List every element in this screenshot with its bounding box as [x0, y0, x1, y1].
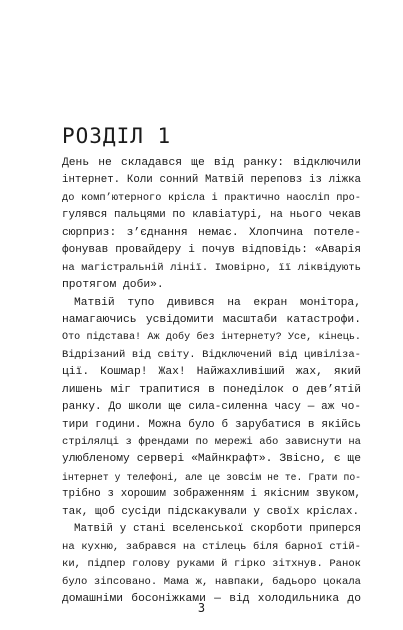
- text-line: трібно з хорошим зображенням і якісним звуком,: [62, 488, 361, 501]
- page-number: 3: [197, 601, 206, 615]
- text-line: лишень міг трапитися в понеділок о дев’ятій: [62, 383, 361, 396]
- text-line: Матвій у стані вселенської скорботи приперся: [74, 523, 361, 536]
- text-line: гулявся пальцями по клавіатурі, на нього чекав: [62, 209, 361, 222]
- text-line: Матвій тупо дивився на екран монітора,: [74, 296, 361, 309]
- text-line: сюрприз: з’єднання немає. Хлопчина потеле-: [62, 226, 361, 239]
- text-line: Ото підстава! Аж добу без інтернету? Усе, кінець.: [62, 332, 361, 344]
- text-line: ції. Кошмар! Жах! Найжахливіший жах, який: [62, 366, 361, 379]
- text-line: намагаючись усвідомити масштаби катастрофи.: [62, 313, 361, 326]
- text-line: ранку. До школи ще сила-силенна часу — аж чо-: [62, 401, 361, 414]
- text-line: Відрізаний від світу. Відключений від цивіліза-: [62, 348, 361, 361]
- text-line: так, щоб сусіди підскакували у своїх кріслах.: [62, 505, 360, 518]
- text-line: інтернет. Коли сонний Матвій переповз із ліжка: [62, 174, 361, 187]
- text-line: на кухню, забрався на стілець біля барної стій-: [62, 540, 361, 553]
- text-line: інтернет у телефоні, але це зовсім не те. Грати по-: [62, 471, 361, 483]
- chapter-title: РОЗДІЛ 1: [62, 124, 172, 148]
- text-line: ки, підпер голову руками й гірко зітхнув. Ранок: [62, 558, 361, 571]
- text-line: стрілялці з френдами по мережі або зависнути на: [62, 436, 361, 448]
- text-line: було зіпсовано. Мама ж, навпаки, бадьоро цокала: [62, 575, 361, 588]
- text-line: День не складався ще від ранку: відключили: [62, 157, 361, 169]
- text-line: тири години. Можна було б зарубатися в якійсь: [62, 418, 361, 431]
- text-line: на магістральній лінії. Імовірно, її ліквідують: [62, 261, 361, 274]
- text-line: до комп’ютерного крісла і практично наосліп про-: [62, 191, 361, 204]
- chapter-body-text: [62, 155, 361, 608]
- text-line: домашніми босоніжками — від холодильника до: [62, 592, 361, 605]
- text-line: протягом доби».: [62, 279, 164, 292]
- text-line: улюбленому сервері «Майнкрафт». Звісно, є ще: [62, 453, 361, 466]
- text-line: фонував провайдеру і почув відповідь: «Аварія: [62, 244, 361, 257]
